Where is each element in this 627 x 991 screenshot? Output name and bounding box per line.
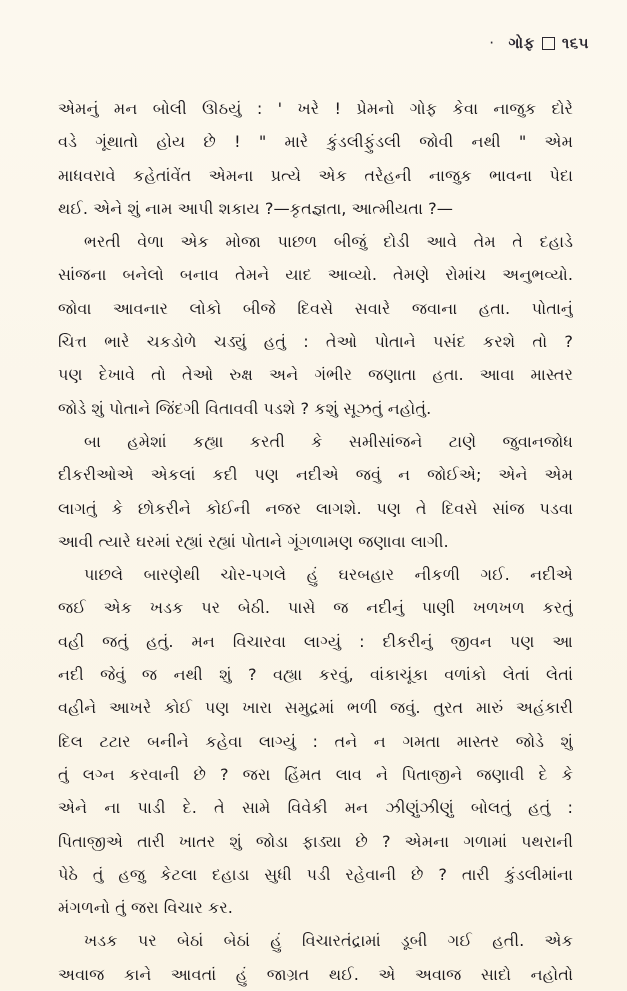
text-line: આવી ત્યારે ઘરમાં રહ્યાં રહ્યાં પોતાને ગૂંગળામણ જણાવા લાગી. (58, 531, 449, 551)
text-line: વડે ગૂંથાતો હોય છે ! " મારે કુંડલીફુંડલી જોવી નથી " એમ (58, 132, 573, 152)
header-dot: · (489, 34, 495, 52)
text-line: જઈ એક ખડક પર બેઠી. પાસે જ નદીનું પાણી ખળખળ કરતું (58, 598, 573, 618)
text-line: થઈ. એને શું નામ આપી શકાય ?—કૃતજ્ઞતા, આત્મીયતા ?— (58, 198, 453, 218)
running-header (489, 34, 589, 52)
text-line: જોવા આવનાર લોકો બીજે દિવસે સવારે જવાના હતા. પોતાનું (58, 298, 573, 318)
text-line: એને ના પાડી દે. તે સામે વિવેકી મન ઝીણુંઝીણું બોલતું હતું : (58, 798, 573, 818)
text-line: તું લગ્ન કરવાની છે ? જરા હિંમત લાવ ને પિતાજીને જણાવી દે કે (58, 764, 573, 784)
text-line: પિતાજીએ તારી ખાતર શું જોડા ફાડ્યા છે ? એમના ગળામાં પથરાની (58, 831, 573, 851)
text-line: ખડક પર બેઠાં બેઠાં હું વિચારતંદ્રામાં ડૂબી ગઈ હતી. એક (84, 931, 573, 951)
body-text (58, 92, 573, 991)
text-line: મંગળનો તું જરા વિચાર કર. (58, 898, 233, 918)
header-title: ગોફ (508, 34, 535, 52)
text-line: ચિત્ત ભારે ચકડોળે ચડ્યું હતું : તેઓ પોતાને પસંદ કરશે તો ? (58, 332, 573, 352)
text-line: પણ દેખાવે તો તેઓ રુક્ષ અને ગંભીર જણાતા હતા. આવા માસ્તર (58, 365, 573, 385)
text-line: બા હમેશાં કહ્યા કરતી કે સમીસાંજને ટાણે જુવાનજોધ (84, 431, 573, 451)
text-line: માધવરાવે કહેતાંવેંત એમના પ્રત્યે એક તરેહની નાજુક ભાવના પેદા (58, 165, 573, 185)
text-line: નદી જેવું જ નથી શું ? વહ્યા કરવું, વાંકાચૂંકા વળાંકો લેતાં લેતાં (58, 665, 573, 685)
page-number: ૧૬૫ (561, 34, 589, 52)
text-line: એમનું મન બોલી ઊઠયું : ' ખરે ! પ્રેમનો ગોફ કેવા નાજુક દોરે (58, 99, 573, 118)
text-line: વહી જતું હતું. મન વિચારવા લાગ્યું : દીકરીનું જીવન પણ આ (58, 631, 573, 651)
text-line: લાગતું કે છોકરીને કોઈની નજર લાગશે. પણ તે દિવસે સાંજ પડવા (58, 498, 573, 518)
text-line: પેઠે તું હજુ કેટલા દહાડા સુધી પડી રહેવાની છે ? તારી કુંડલીમાંના (58, 864, 573, 884)
text-line: ભરતી વેળા એક મોજા પાછળ બીજું દોડી આવે તેમ તે દહાડે (84, 232, 573, 252)
text-line: જોડે શું પોતાને જિંદગી વિતાવવી પડશે ? કશું સૂઝતું નહોતું. (58, 398, 432, 418)
text-line: પાછલે બારણેથી ચોર-પગલે હું ઘરબહાર નીકળી ગઈ. નદીએ (84, 565, 573, 585)
box-icon (542, 37, 555, 50)
text-line: સાંજના બનેલો બનાવ તેમને યાદ આવ્યો. તેમણે રોમાંચ અનુભવ્યો. (58, 265, 573, 285)
text-line: દીકરીઓએ એકલાં કદી પણ નદીએ જવું ન જોઈએ; એને એમ (58, 465, 573, 485)
text-line: અવાજ કાને આવતાં હું જાગ્રત થઈ. એ અવાજ સાદો નહોતો (58, 964, 573, 984)
text-line: વહીને આખરે કોઈ પણ ખારા સમુદ્રમાં ભળી જવું. તુરત મારું અહંકારી (58, 698, 573, 718)
text-line: દિલ ટટાર બનીને કહેવા લાગ્યું : તને ન ગમતા માસ્તર જોડે શું (58, 731, 573, 751)
